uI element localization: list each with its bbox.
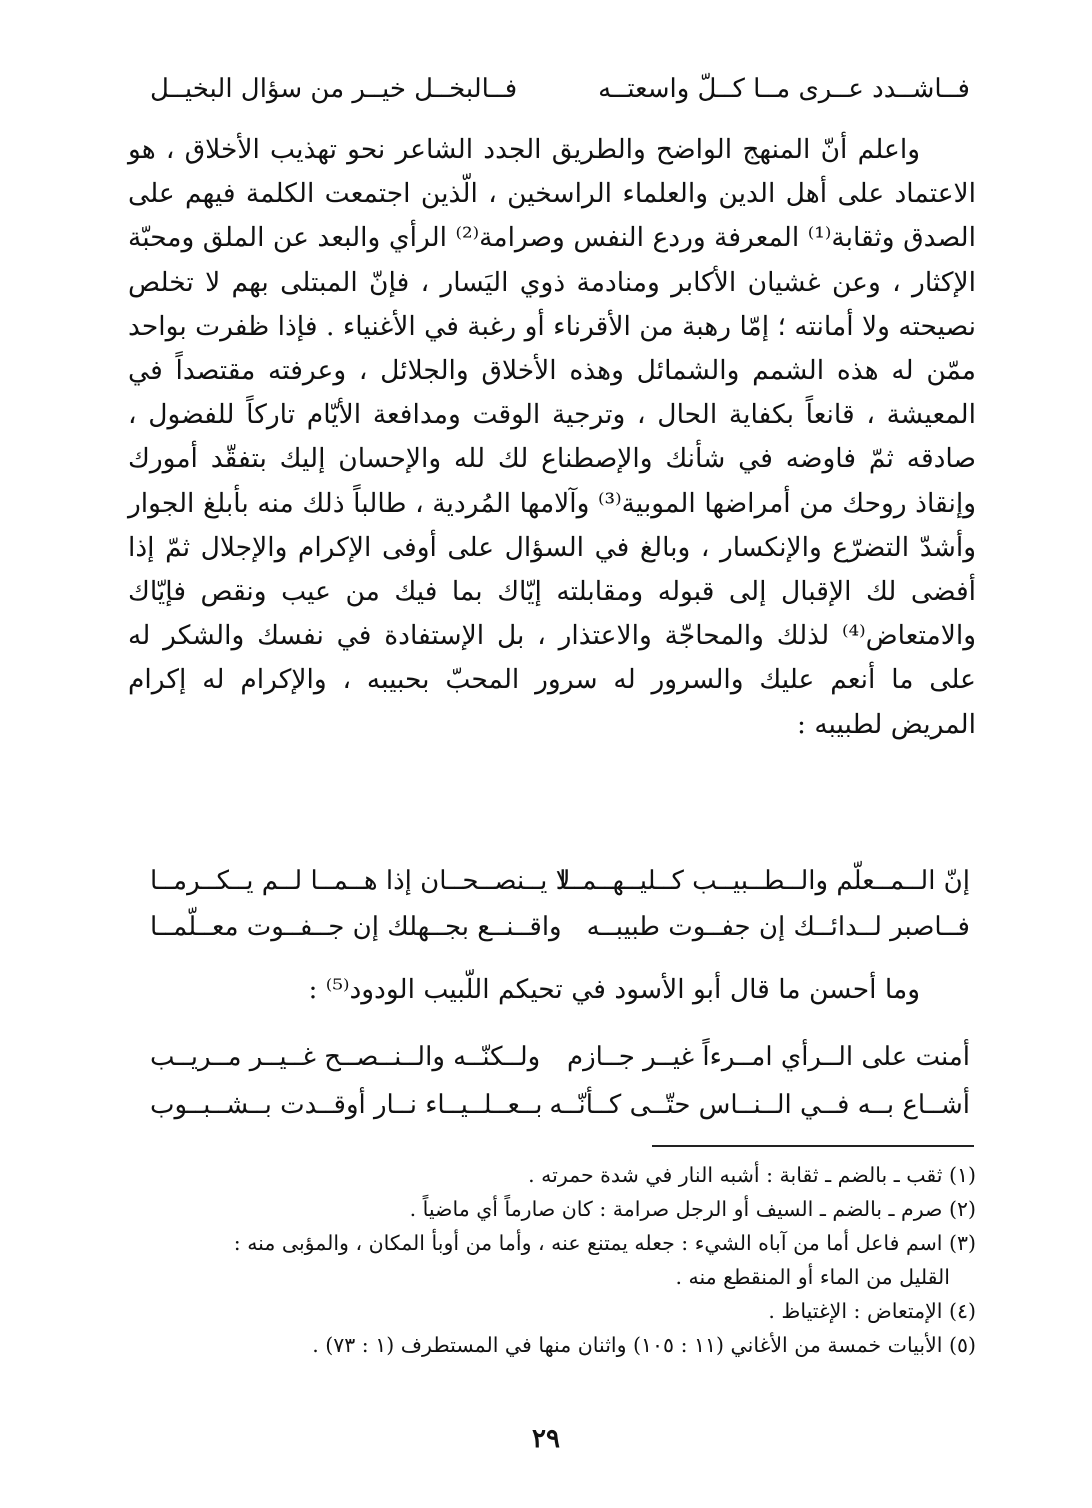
main-paragraph-block bbox=[128, 128, 976, 747]
verse-1-line-1-first-hemistich: إنّ الــمــعلّم والــطــبيــب كــليــهــمــا bbox=[559, 866, 970, 896]
footnote-2: (٢) صرم ـ بالضم ـ السيف أو الرجل صرامة : كان صارماً أي ماضياً . bbox=[409, 1197, 976, 1221]
verse-2-line-1-first-hemistich: أمنت على الــرأي امــرءاً غيــر جــازم bbox=[566, 1042, 970, 1072]
verse-2-line-1 bbox=[150, 1034, 970, 1080]
verse-2-line-2-first-hemistich: أشــاع بــه فــي الــنــاس حتّــى كــأنّــه bbox=[549, 1090, 970, 1120]
top-verse bbox=[150, 66, 970, 112]
footnote-4: (٤) الإمتعاض : الإغتياظ . bbox=[768, 1299, 976, 1323]
verse-1-line-2-second-hemistich: واقــنــع بجــهلك إن جــفــوت معــلّمــا bbox=[150, 912, 562, 942]
verse-2-line-2-second-hemistich: بــعــلــيــاء نــار أوقــدت بــشــبــوب bbox=[150, 1090, 543, 1120]
verse-1-line-2 bbox=[150, 904, 970, 950]
body-paragraph: واعلم أنّ المنهج الواضح والطريق الجدد الشاعر نحو تهذيب الأخلاق ، هو الاعتماد على أهل الدين والعلماء الراسخين ، الّذين اجتمعت الكلمة فيهم على الصدق وثقابة⁽¹⁾ المعرفة وردع النفس وصرامة⁽²⁾ الرأي والبعد عن الملق ومحبّة الإكثار ، وعن غشيان الأكابر ومنادمة ذوي اليَسار ، فإنّ المبتلى بهم لا تخلص نصيحته ولا أمانته ؛ إمّا رهبة من الأقرناء أو رغبة في الأغنياء . فإذا ظفرت بواحد ممّن له هذه الشمم والشمائل وهذه الأخلاق والجلائل ، وعرفته مقتصداً في المعيشة ، قانعاً بكفاية الحال ، وترجية الوقت ومدافعة الأيّام تاركاً للفضول ، صادقه ثمّ فاوضه في شأنك والإصطناع لك لله والإحسان إليك بتفقّد أمورك وإنقاذ روحك من أمراضها الموبية⁽³⁾ وآلامها المُردية ، طالباً ذلك منه بأبلغ الجوار وأشدّ التضرّع والإنكسار ، وبالغ في السؤال على أوفى الإكرام والإجلال ثمّ إذا أفضى لك الإقبال إلى قبوله ومقابلته إيّاك بما فيك من عيب ونقص فإيّاك والامتعاض⁽⁴⁾ لذلك والمحاجّة والاعتذار ، بل الإستفادة في نفسك والشكر له على ما أنعم عليك والسرور له سرور المحبّ بحبيبه ، والإكرام له إكرام المريض لطبيبه : bbox=[128, 134, 977, 740]
footnote-3: (٣) اسم فاعل أما من آباه الشيء : جعله يمتنع عنه ، وأما من أوبأ المكان ، والمؤبى منه : bbox=[233, 1231, 976, 1255]
verse-2-line-1-second-hemistich: ولــكنّــه والــنــصــح غــيــر مــريــب bbox=[150, 1042, 541, 1072]
verse-2-line-2 bbox=[150, 1082, 970, 1128]
intro-line: وما أحسن ما قال أبو الأسود في تحيكم اللّبيب الودود⁽⁵⁾ : bbox=[308, 974, 920, 1005]
footnote-5: (٥) الأبيات خمسة من الأغاني (١١ : ١٠٥) واثنان منها في المستطرف (١ : ٧٣) . bbox=[312, 1333, 976, 1357]
verse-1-line-1 bbox=[150, 858, 970, 904]
page-number: ٢٩ bbox=[532, 1424, 560, 1454]
top-verse-first-hemistich: فــاشــدد عــرى مــا كــلّ واسعتــه bbox=[598, 74, 970, 104]
footnote-3-continuation: القليل من الماء أو المنقطع منه . bbox=[675, 1265, 950, 1289]
footnotes bbox=[128, 1158, 976, 1362]
footnote-1: (١) ثقب ـ بالضم ـ ثقابة : أشبه النار في شدة حمرته . bbox=[528, 1163, 976, 1187]
verse-1-line-1-second-hemistich: لا يــنصــحــان إذا هــمــا لــم يــكــرمــا bbox=[150, 866, 571, 896]
verse-1-line-2-first-hemistich: فــاصبر لــدائــك إن جفــوت طبيبــه bbox=[586, 912, 970, 942]
top-verse-second-hemistich: فــالبخــل خيــر من سؤال البخيــل bbox=[150, 74, 518, 104]
footnote-divider bbox=[652, 1145, 974, 1147]
